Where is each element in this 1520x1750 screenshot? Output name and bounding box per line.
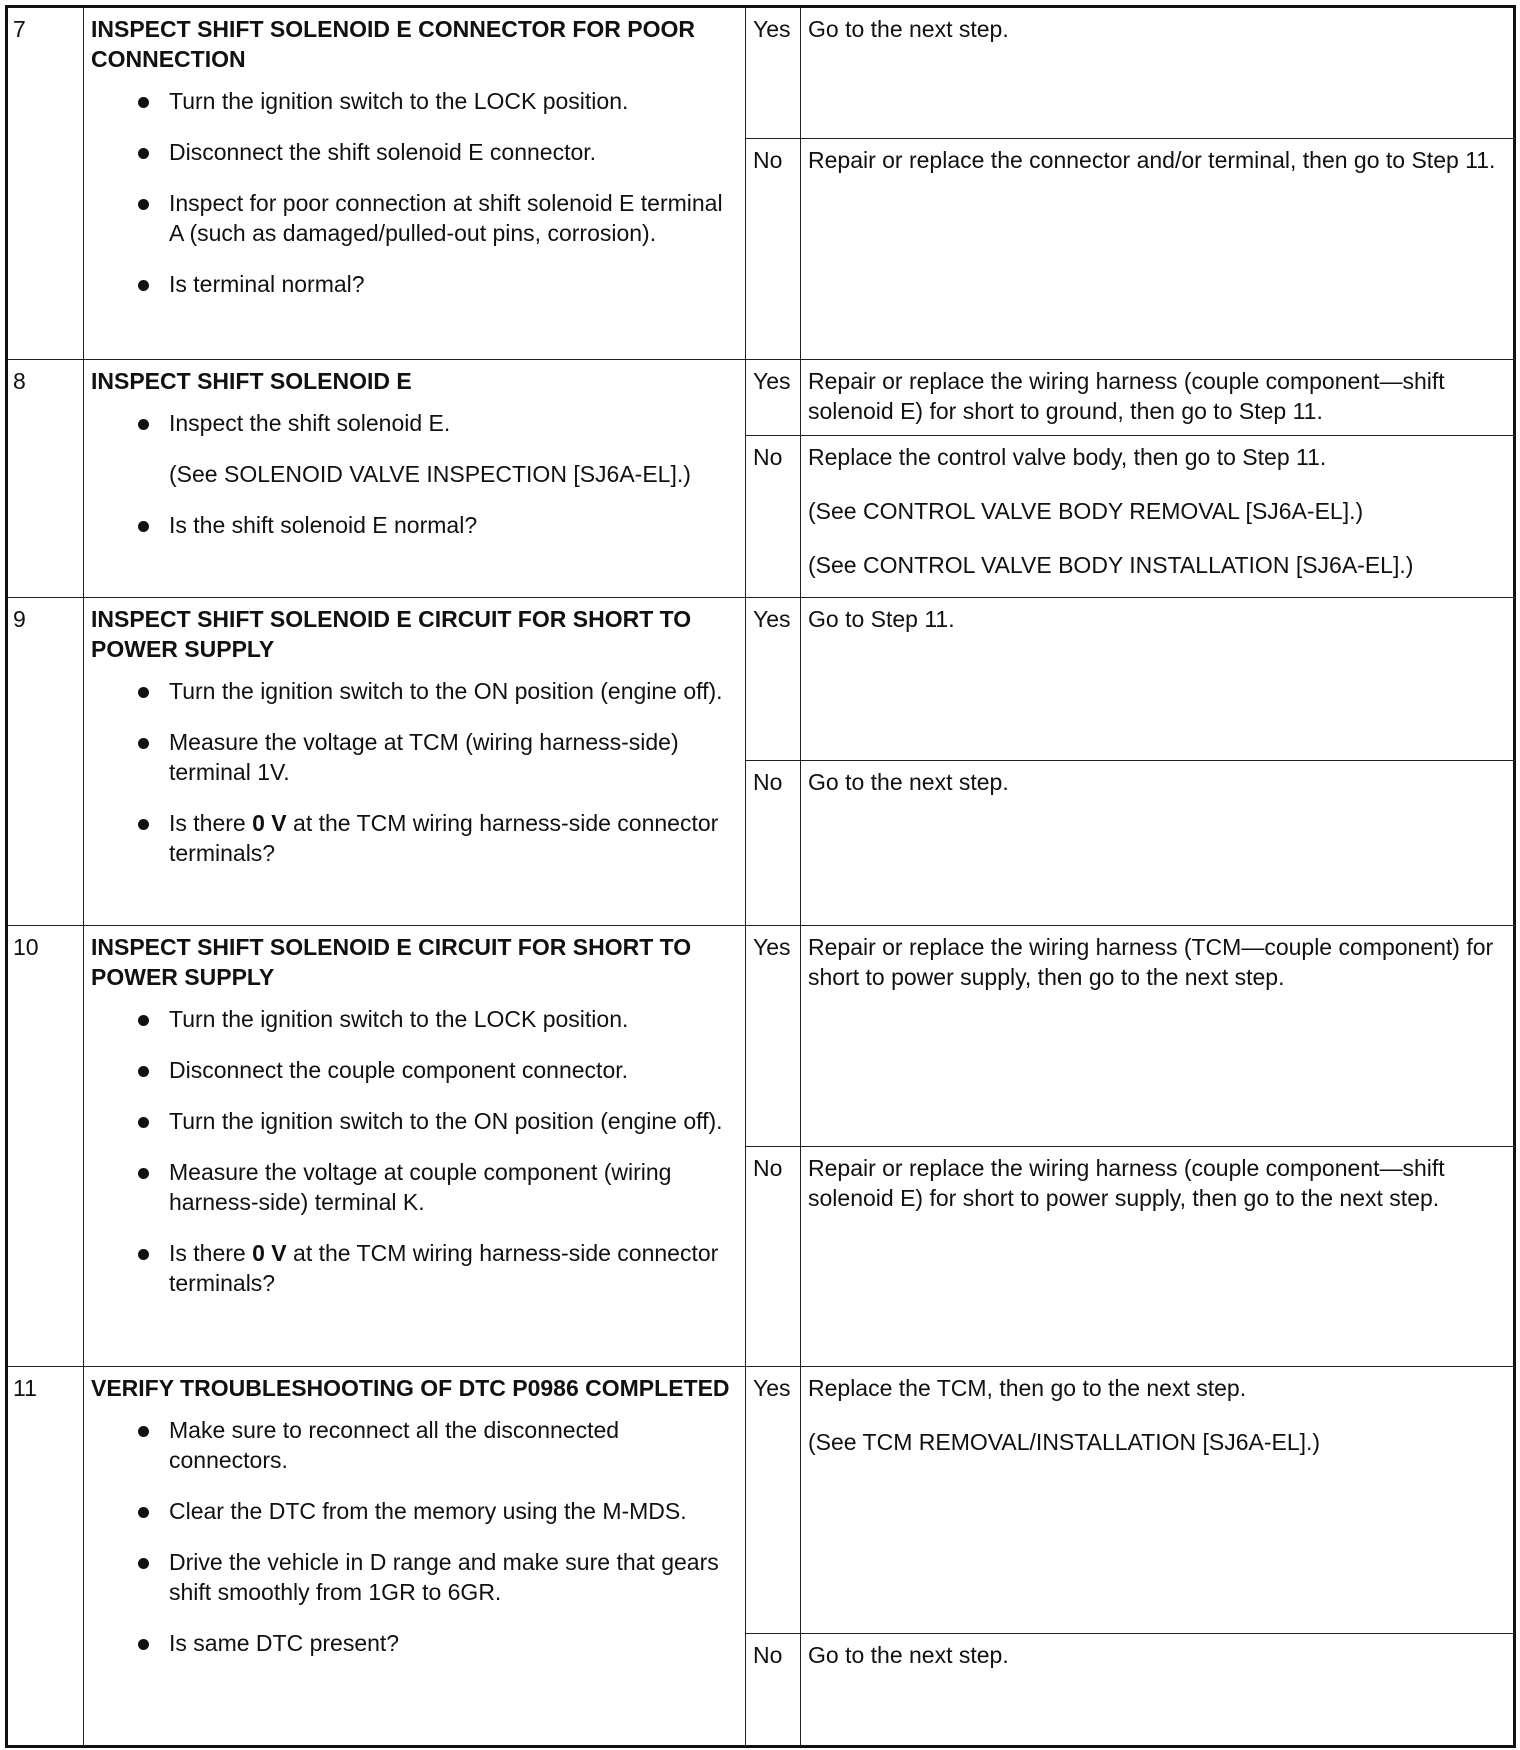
action-text: Repair or replace the wiring harness (couple component—shift solenoid E) for short to power supply, then go to the next step. [808, 1155, 1445, 1211]
procedure-item: Measure the voltage at TCM (wiring harness-side) terminal 1V. [169, 727, 738, 787]
yes-label: Yes [746, 7, 801, 139]
reference-note: (See SOLENOID VALVE INSPECTION [SJ6A-EL].) [169, 461, 691, 487]
step-9-yes-row [7, 598, 1515, 761]
step-title: INSPECT SHIFT SOLENOID E CIRCUIT FOR SHORT TO POWER SUPPLY [91, 934, 692, 990]
step-number: 11 [7, 1367, 84, 1747]
procedure-item: Measure the voltage at couple component (wiring harness-side) terminal K. [169, 1157, 738, 1217]
step-procedure [84, 926, 746, 1367]
step-procedure [84, 360, 746, 598]
step-11-yes-row [7, 1367, 1515, 1634]
procedure-item: Is same DTC present? [169, 1628, 738, 1658]
procedure-item: Disconnect the couple component connector. [169, 1055, 738, 1085]
action-text: Replace the control valve body, then go to Step 11. [808, 444, 1327, 470]
action-text: Repair or replace the connector and/or terminal, then go to Step 11. [808, 147, 1496, 173]
step-procedure [84, 1367, 746, 1747]
action-text: Go to the next step. [808, 16, 1009, 42]
procedure-item: Is the shift solenoid E normal? [169, 510, 738, 540]
step-10-yes-row [7, 926, 1515, 1147]
procedure-item: Turn the ignition switch to the LOCK position. [169, 86, 738, 116]
no-action [801, 1634, 1515, 1747]
no-action [801, 761, 1515, 926]
procedure-list [91, 676, 738, 868]
no-action [801, 436, 1515, 598]
procedure-item: Turn the ignition switch to the ON position (engine off). [169, 676, 738, 706]
procedure-item: Disconnect the shift solenoid E connector. [169, 137, 738, 167]
procedure-list [91, 86, 738, 299]
diagnostic-procedure-table [5, 5, 1516, 1748]
yes-label: Yes [746, 360, 801, 436]
action-text: Repair or replace the wiring harness (couple component—shift solenoid E) for short to ground, then go to Step 11. [808, 368, 1445, 424]
step-title: INSPECT SHIFT SOLENOID E [91, 368, 412, 394]
no-label: No [746, 1634, 801, 1747]
yes-action [801, 7, 1515, 139]
action-text: Replace the TCM, then go to the next step. [808, 1375, 1247, 1401]
no-action [801, 1147, 1515, 1367]
procedure-item: Clear the DTC from the memory using the M-MDS. [169, 1496, 738, 1526]
action-text: (See CONTROL VALVE BODY INSTALLATION [SJ6A-EL].) [808, 552, 1414, 578]
procedure-item: Make sure to reconnect all the disconnected connectors. [169, 1415, 738, 1475]
procedure-item: Turn the ignition switch to the LOCK position. [169, 1004, 738, 1034]
step-number: 8 [7, 360, 84, 598]
procedure-item: Is there 0 V at the TCM wiring harness-side connector terminals? [169, 808, 738, 868]
action-text: (See CONTROL VALVE BODY REMOVAL [SJ6A-EL].) [808, 498, 1364, 524]
step-number: 9 [7, 598, 84, 926]
yes-label: Yes [746, 1367, 801, 1634]
action-text: (See TCM REMOVAL/INSTALLATION [SJ6A-EL].) [808, 1429, 1321, 1455]
yes-label: Yes [746, 598, 801, 761]
action-text: Go to the next step. [808, 769, 1009, 795]
no-action [801, 139, 1515, 360]
step-title: INSPECT SHIFT SOLENOID E CONNECTOR FOR POOR CONNECTION [91, 16, 696, 72]
no-label: No [746, 139, 801, 360]
no-label: No [746, 761, 801, 926]
yes-action [801, 926, 1515, 1147]
step-8-yes-row [7, 360, 1515, 436]
action-text: Repair or replace the wiring harness (TCM—couple component) for short to power supply, then go to the next step. [808, 934, 1494, 990]
procedure-list [91, 1415, 738, 1658]
procedure-item: Inspect the shift solenoid E. [169, 408, 738, 438]
step-title: INSPECT SHIFT SOLENOID E CIRCUIT FOR SHORT TO POWER SUPPLY [91, 606, 692, 662]
no-label: No [746, 1147, 801, 1367]
procedure-item: Is there 0 V at the TCM wiring harness-side connector terminals? [169, 1238, 738, 1298]
yes-action [801, 360, 1515, 436]
procedure-list [91, 408, 738, 540]
yes-label: Yes [746, 926, 801, 1147]
yes-action [801, 598, 1515, 761]
procedure-item: Drive the vehicle in D range and make sure that gears shift smoothly from 1GR to 6GR. [169, 1547, 738, 1607]
action-text: Go to Step 11. [808, 606, 955, 632]
procedure-item: Turn the ignition switch to the ON position (engine off). [169, 1106, 738, 1136]
step-7-yes-row [7, 7, 1515, 139]
step-number: 10 [7, 926, 84, 1367]
procedure-list [91, 1004, 738, 1298]
yes-action [801, 1367, 1515, 1634]
step-title: VERIFY TROUBLESHOOTING OF DTC P0986 COMPLETED [91, 1375, 730, 1401]
procedure-item: Inspect for poor connection at shift solenoid E terminal A (such as damaged/pulled-out pins, corrosion). [169, 188, 738, 248]
step-procedure [84, 598, 746, 926]
no-label: No [746, 436, 801, 598]
procedure-item: Is terminal normal? [169, 269, 738, 299]
step-procedure [84, 7, 746, 360]
diagnostic-procedure-body [7, 7, 1515, 1747]
action-text: Go to the next step. [808, 1642, 1009, 1668]
step-number: 7 [7, 7, 84, 360]
